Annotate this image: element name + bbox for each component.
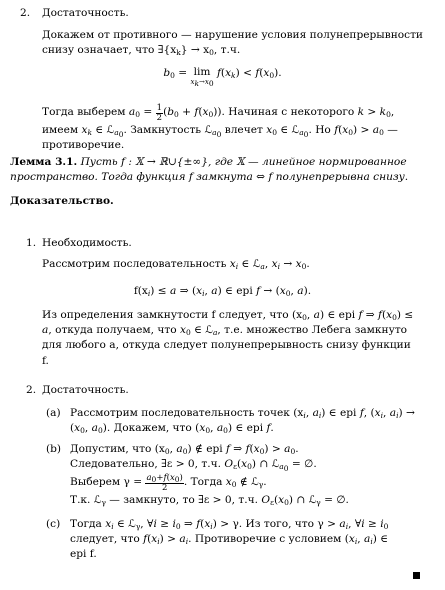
subitem-label: (b) — [46, 443, 62, 455]
subitem-label: (c) — [46, 518, 61, 530]
item-number: 1. — [26, 237, 37, 249]
subitem-label: (a) — [46, 407, 61, 419]
lemma-label: Лемма 3.1. — [10, 156, 78, 168]
paragraph: Докажем от противного — нарушение условия полунепрерывности снизу означает, что $\exists\{x_k\} \to x_0$, т.ч. — [42, 29, 423, 58]
lemma-text-2: пространство. Тогда функция f замкнута ⇔ f полунепрерывна снизу. — [10, 171, 409, 184]
item-number: 2. — [20, 7, 31, 19]
lemma — [10, 155, 435, 185]
paragraph: Из определения замкнутости f следует, что ($x_0$, a) ∈ epi f ⇒ $f(x_0)$ ≤ a, откуда получаем, что $x_0$ ∈ ℒ$_a$, т.е. множество Лебега замкнуто для любого a, откуда следует полунепрерывность снизу функции f. — [42, 309, 414, 367]
item-heading: Достаточность. — [42, 384, 129, 396]
paragraph: Тогда выберем $a_0$ = $\frac{1}{2}$ $(b_0 + f(x_0))$. Начиная с некоторого $k > k_0$, имеем $x_k$ ∈ ℒ$_{a_0}$. Замкнутость ℒ$_{a_0}$ влечет $x_0$ ∈ ℒ$_{a_0}$. Но $f(x_0) > a_0$ — противоречие. — [42, 103, 398, 152]
qed-square-icon — [413, 572, 420, 579]
formula: $f(x_i) \le a$ ⇒ ($x_i$, a) ∈ epi $f \to (x_0$, a). — [133, 285, 312, 298]
proof-heading: Доказательство. — [10, 195, 114, 207]
item-heading: Достаточность. — [42, 7, 129, 19]
formula-lim: $b_0 = \lim$ $x_k\to x_0$ $f(x_k) < f(x_0)$. — [163, 66, 282, 88]
page: 2. Достаточность. Докажем от противного — нарушение условия полунепрерывности снизу означает, что $\exists\{x_k\} \to x_0$, т.ч. $b_0 = \lim$ $x_k\to x_0$ $f(x_k) < f(x_0)$. Тогда выберем $a_0$ = $\frac{1}{2}$ $(b_0 + f(x_0))$. Начиная с некоторого $k > k_0$, имеем $x_k$ ∈ ℒ$_{a_0}$. Замкнутость ℒ$_{a_0}$ влечет $x_0$ ∈ ℒ$_{a_0}$. Но $f(x_0) > a_0$ — противоречие. Лемма 3.1. Пусть f : 𝕏 → ℝ∪{±∞}, где 𝕏 — линейное нормированное пространство. Тогда функция f замкнута ⇔ f полунепрерывна снизу. Доказательство. 1. Необходимость. Рассмотрим последовательность $x_i$ ∈ ℒ$_a$, $x_i \to x_0$. $f(x_i) \le a$ ⇒ ($x_i$, a) ∈ epi $f \to (x_0$, a). Из определения замкнутости f следует, что ($x_0$, a) ∈ epi f ⇒ $f(x_0)$ ≤ a, откуда получаем, что $x_0$ ∈ ℒ$_a$, т.е. множество Лебега замкнуто для любого a, откуда следует полунепрерывность снизу функции f. 2. Достаточность. (a) Рассмотрим последовательность точек ($x_i$, $a_i$) ∈ epi f, ($x_i$, $a_i$) → ($x_0$, $a_0$). Докажем, что ($x_0$, $a_0$) ∈ epi f. (b) Допустим, что ($x_0$, $a_0$) ∉ epi f ⇒ $f(x_0) > a_0$. Следовательно, ∃ε > 0, т.ч. $O_\varepsilon(x_0)$ ∩ ℒ$_{a_0}$ = ∅. Выберем γ = $\frac{a_0+f(x_0)}{2}$ . Тогда $x_0$ ∉ ℒ$_\gamma$. Т.к. ℒ$_\gamma$ — замкнуто, то ∃ε > 0, т.ч. $O_\varepsilon(x_0)$ ∩ ℒ$_\gamma$ = ∅. (c) Тогда $x_i$ ∈ ℒ$_\gamma$, ∀i ≥ $i_0$ ⇒ $f(x_i) > \gamma$. Из того, что $\gamma > a_i$, ∀i ≥ $i_0$ следует, что $f(x_i) > a_i$. Противоречие с условием ($x_i$, $a_i$) ∈ epi f. — [0, 0, 445, 590]
item-number: 2. — [26, 384, 37, 396]
paragraph: Рассмотрим последовательность $x_i$ ∈ ℒ$_a$, $x_i \to x_0$. — [42, 258, 310, 271]
lemma-text-1: Пусть f : 𝕏 → ℝ∪{±∞}, где 𝕏 — линейное нормированное — [80, 156, 407, 168]
item-heading: Необходимость. — [42, 237, 132, 249]
